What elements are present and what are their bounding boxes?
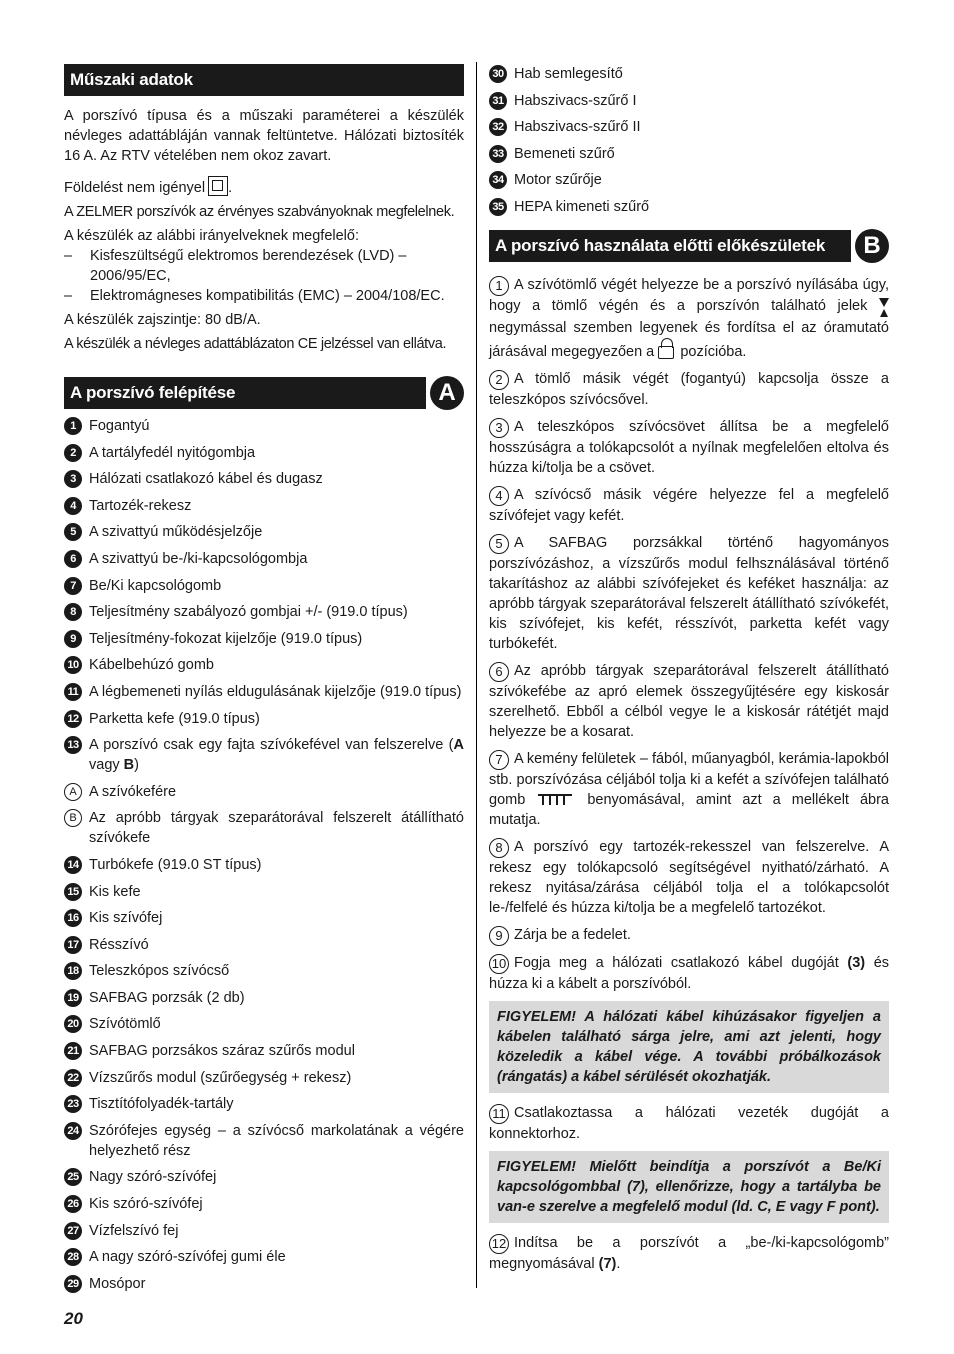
item-number-badge: 33 bbox=[489, 145, 507, 163]
item-number-badge: 19 bbox=[64, 989, 82, 1007]
column-divider bbox=[476, 62, 477, 1288]
list-item bbox=[64, 1068, 464, 1088]
item-number-badge: 4 bbox=[64, 497, 82, 515]
step-12: 12 Indítsa be a porszívót a „be-/ki-kapcsológomb” megnyomásával (7). bbox=[489, 1234, 889, 1272]
item-label: A szivattyú be-/ki-kapcsológombja bbox=[89, 550, 308, 567]
section-badge-a: A bbox=[430, 376, 464, 410]
list-item bbox=[64, 1274, 464, 1294]
item-number-badge: 26 bbox=[64, 1195, 82, 1213]
warning-module: FIGYELEM! Mielőtt beindítja a porszívót a Be/Ki kapcsológombbal (7), ellenőrizze, hogy a tartályba be van-e szerelve a megfelelő modul (ld. C, E vagy F pont). bbox=[489, 1151, 889, 1223]
page-number: 20 bbox=[64, 1309, 83, 1328]
right-column bbox=[489, 64, 889, 1281]
item-label: A nagy szóró-szívófej gumi éle bbox=[89, 1249, 286, 1266]
list-item bbox=[64, 935, 464, 955]
item-label: Teljesítmény szabályozó gombjai +/- (919.0 típus) bbox=[89, 604, 408, 621]
item-label: A szívókefére bbox=[89, 783, 177, 800]
tech-ce: A készülék a névleges adattáblázaton CE jelzéssel van ellátva. bbox=[64, 336, 447, 352]
alignment-marks-icon bbox=[879, 298, 889, 318]
list-item bbox=[64, 961, 464, 981]
heading-preparation-row bbox=[489, 229, 889, 263]
item-number-badge: 12 bbox=[64, 710, 82, 728]
list-item bbox=[489, 170, 889, 190]
item-number-badge: 22 bbox=[64, 1069, 82, 1087]
tech-directives: A készülék az alábbi irányelveknek megfelelő: bbox=[64, 228, 359, 244]
item-number-badge: 6 bbox=[64, 550, 82, 568]
step-number: 3 bbox=[489, 418, 509, 438]
item-number-badge: 18 bbox=[64, 962, 82, 980]
item-number-badge: 2 bbox=[64, 444, 82, 462]
item-label: A szivattyú működésjelzője bbox=[89, 524, 263, 541]
step bbox=[489, 533, 889, 654]
item-label: Mosópor bbox=[89, 1275, 146, 1292]
list-item bbox=[64, 1094, 464, 1114]
item-label: Habszivacs-szűrő II bbox=[514, 119, 641, 136]
step-text: A teleszkópos szívócsövet állítsa be a megfelelő hosszúságra a tolókapcsolót a nyílnak megfelelően eltolva és húzza ki/tolja be a csövet. bbox=[489, 418, 889, 476]
list-item bbox=[64, 1041, 464, 1061]
step-number: 4 bbox=[489, 486, 509, 506]
step bbox=[489, 925, 889, 946]
list-item bbox=[64, 443, 464, 463]
step-number: 2 bbox=[489, 370, 509, 390]
item-label: Vízszűrős modul (szűrőegység + rekesz) bbox=[89, 1069, 352, 1086]
step-number: 12 bbox=[489, 1234, 509, 1254]
list-item bbox=[64, 522, 464, 542]
item-label: Szívótömlő bbox=[89, 1016, 161, 1033]
item-label: HEPA kimeneti szűrő bbox=[514, 198, 650, 215]
list-item bbox=[64, 469, 464, 489]
step bbox=[489, 417, 889, 478]
heading-construction-row bbox=[64, 376, 464, 410]
directive-lvd: – Kisfeszültségű elektromos berendezések (LVD) – 2006/95/EC, bbox=[64, 248, 407, 284]
item-number-badge: 7 bbox=[64, 577, 82, 595]
parts-list bbox=[64, 416, 464, 1294]
step-text: Az apróbb tárgyak szeparátorával felszerelt átállítható szívókefébe az apró elemek összegyűjtésére egy kiskosár szerelhető. Ebből a célból vegye le a kiskosár rátétjét majd helyezze be a kosarat. bbox=[489, 662, 889, 740]
list-item bbox=[64, 709, 464, 729]
heading-technical-data: Műszaki adatok bbox=[64, 64, 464, 96]
step-number: 9 bbox=[489, 926, 509, 946]
steps-8-9 bbox=[489, 837, 889, 946]
left-column bbox=[64, 60, 464, 1300]
item-label: Kis kefe bbox=[89, 883, 141, 900]
item-number-badge: 14 bbox=[64, 856, 82, 874]
list-item bbox=[64, 1194, 464, 1214]
list-item bbox=[64, 682, 464, 702]
item-label: Résszívó bbox=[89, 936, 149, 953]
item-number-badge: 23 bbox=[64, 1095, 82, 1113]
step bbox=[489, 485, 889, 526]
step-number: 11 bbox=[489, 1104, 509, 1124]
step-number: 6 bbox=[489, 662, 509, 682]
item-label: Kábelbehúzó gomb bbox=[89, 657, 214, 674]
item-label: SAFBAG porzsák (2 db) bbox=[89, 989, 245, 1006]
item-number-badge: 3 bbox=[64, 470, 82, 488]
parts-list-continued bbox=[489, 64, 889, 217]
list-item bbox=[64, 735, 464, 775]
item-label: Tisztítófolyadék-tartály bbox=[89, 1096, 234, 1113]
list-item bbox=[64, 808, 464, 848]
item-number-badge: 29 bbox=[64, 1275, 82, 1293]
step-number: 8 bbox=[489, 838, 509, 858]
step bbox=[489, 837, 889, 918]
item-label: Fogantyú bbox=[89, 418, 150, 434]
item-label: Motor szűrője bbox=[514, 172, 602, 189]
item-number-badge: 5 bbox=[64, 523, 82, 541]
step-number: 7 bbox=[489, 750, 509, 770]
directive-emc: – Elektromágneses kompatibilitás (EMC) – 2004/108/EC. bbox=[64, 288, 445, 304]
item-number-badge: 8 bbox=[64, 603, 82, 621]
item-label: SAFBAG porzsákos száraz szűrős modul bbox=[89, 1043, 355, 1060]
item-number-badge: 10 bbox=[64, 656, 82, 674]
list-item bbox=[489, 117, 889, 137]
tech-paragraph: A porszívó típusa és a műszaki paraméterei a készülék névleges adattábláján vannak feltüntetve. Hálózati biztosíték 16 A. Az RTV vételében nem okoz zavart. bbox=[64, 108, 464, 164]
item-number-badge: B bbox=[64, 809, 82, 827]
step-10: 10 Fogja meg a hálózati csatlakozó kábel dugóját (3) és húzza ki a kábelt a porszívóból. bbox=[489, 954, 890, 992]
step-text: A porszívó egy tartozék-rekesszel van felszerelve. A rekesz egy tolókapcsoló segítségével nyitható/zárható. A rekesz nyitása/zárása céljából tolja el a tolókapcsolót le-/felfelé és húzza ki/tolja be a megfelelő tartozékot. bbox=[489, 838, 889, 916]
item-number-badge: 17 bbox=[64, 936, 82, 954]
item-number-badge: 27 bbox=[64, 1222, 82, 1240]
item-label: Nagy szóró-szívófej bbox=[89, 1169, 217, 1186]
step-number: 10 bbox=[489, 954, 509, 974]
list-item bbox=[489, 91, 889, 111]
item-label: Tartozék-rekesz bbox=[89, 497, 192, 514]
item-label: Bemeneti szűrő bbox=[514, 145, 615, 162]
list-item bbox=[489, 64, 889, 84]
lock-icon bbox=[658, 338, 676, 360]
item-label: Teleszkópos szívócső bbox=[89, 963, 230, 980]
item-number-badge: 35 bbox=[489, 198, 507, 216]
step-text: A SAFBAG porzsákkal történő hagyományos porszívózáshoz, a vízszűrős modul felhsználásával történő takarításhoz az alábbi szívófejeket és keféket használja: az apróbb tárgyak szeparátorával felszerelt átállítható szívókefét, kis szívófejet, kis kefét, résszívót, parketta kefét vagy turbókefét. bbox=[489, 534, 889, 652]
list-item bbox=[64, 1247, 464, 1267]
list-item bbox=[64, 882, 464, 902]
step-number: 5 bbox=[489, 534, 509, 554]
item-number-badge: 32 bbox=[489, 118, 507, 136]
step-7: 7 A kemény felületek – fából, műanyagból, kerámia-lapokból stb. porszívózása céljából tolja ki a kefét a szívófejen található gomb benyomásával, amint azt a mellékelt ábra mutatja. bbox=[489, 750, 889, 828]
list-item bbox=[489, 144, 889, 164]
item-number-badge: 25 bbox=[64, 1168, 82, 1186]
list-item bbox=[64, 1014, 464, 1034]
item-number-badge: 20 bbox=[64, 1015, 82, 1033]
list-item bbox=[64, 855, 464, 875]
list-item bbox=[64, 988, 464, 1008]
list-item bbox=[64, 602, 464, 622]
step-text: A tömlő másik végét (fogantyú) kapcsolja össze a teleszkópos szívócsővel. bbox=[489, 370, 889, 408]
list-item bbox=[64, 629, 464, 649]
step-1: 1 A szívótömlő végét helyezze be a porszívó nyílásába úgy, hogy a tömlő végén és a porszívón található jelek negymással szemben legyenek és fordítsa el az óramutató járásával megegyezően a pozícióba. bbox=[489, 276, 889, 360]
tech-standards: A ZELMER porszívók az érvényes szabványoknak megfelelnek. bbox=[64, 204, 455, 220]
heading-construction: A porszívó felépítése bbox=[64, 377, 426, 409]
item-number-badge: A bbox=[64, 783, 82, 801]
list-item bbox=[64, 1221, 464, 1241]
item-label: Parketta kefe (919.0 típus) bbox=[89, 710, 260, 727]
step bbox=[489, 369, 889, 410]
item-label: A tartályfedél nyitógombja bbox=[89, 444, 256, 461]
list-item bbox=[64, 576, 464, 596]
item-number-badge: 15 bbox=[64, 883, 82, 901]
tech-noise: A készülék zajszintje: 80 dB/A. bbox=[64, 312, 261, 328]
list-item bbox=[64, 549, 464, 569]
item-label: Teljesítmény-fokozat kijelzője (919.0 típus) bbox=[89, 630, 363, 647]
item-number-badge: 16 bbox=[64, 909, 82, 927]
list-item bbox=[64, 496, 464, 516]
item-number-badge: 24 bbox=[64, 1122, 82, 1140]
list-item bbox=[64, 416, 464, 436]
step-11: 11 Csatlakoztassa a hálózati vezeték dugóját a konnektorhoz. bbox=[489, 1104, 889, 1142]
item-number-badge: 21 bbox=[64, 1042, 82, 1060]
step bbox=[489, 661, 889, 742]
item-label: Kis szívófej bbox=[89, 910, 163, 927]
step-text: A szívócső másik végére helyezze fel a megfelelő szívófejet vagy kefét. bbox=[489, 486, 889, 524]
item-number-badge: 1 bbox=[64, 417, 82, 435]
heading-preparation: A porszívó használata előtti előkészületek bbox=[489, 230, 851, 262]
item-number-badge: 13 bbox=[64, 736, 82, 754]
brush-button-icon bbox=[538, 792, 574, 806]
item-label: Szórófejes egység – a szívócső markolatának a végére helyezhető rész bbox=[89, 1122, 464, 1159]
step-text: Zárja be a fedelet. bbox=[514, 926, 631, 943]
section-badge-b: B bbox=[855, 229, 889, 263]
item-number-badge: 31 bbox=[489, 92, 507, 110]
item-label: Be/Ki kapcsológomb bbox=[89, 577, 222, 594]
list-item bbox=[64, 1167, 464, 1187]
item-number-badge: 34 bbox=[489, 171, 507, 189]
item-label: Habszivacs-szűrő I bbox=[514, 92, 637, 109]
item-label: A porszívó csak egy fajta szívókefével van felszerelve (A vagy B) bbox=[89, 737, 464, 774]
double-insulation-icon bbox=[208, 176, 228, 196]
item-label: Kis szóró-szívófej bbox=[89, 1196, 203, 1213]
step-number: 1 bbox=[489, 276, 509, 296]
item-label: Vízfelszívó fej bbox=[89, 1222, 179, 1239]
item-label: Turbókefe (919.0 ST típus) bbox=[89, 856, 262, 873]
list-item bbox=[64, 655, 464, 675]
item-number-badge: 28 bbox=[64, 1248, 82, 1266]
steps-2-6 bbox=[489, 369, 889, 742]
warning-cable: FIGYELEM! A hálózati kábel kihúzásakor figyeljen a kábelen található sárga jelre, ami azt jelenti, hogy közeledik a kábel vége. A további próbálkozások (rángatás) a kábel sérülését okozhatják. bbox=[489, 1001, 889, 1093]
item-label: A légbemeneti nyílás eldugulásának kijelzője (919.0 típus) bbox=[89, 683, 462, 700]
list-item bbox=[64, 782, 464, 802]
tech-grounding: Földelést nem igényel . bbox=[64, 176, 464, 198]
preparation-steps bbox=[489, 275, 889, 1274]
list-item bbox=[64, 1121, 464, 1161]
item-number-badge: 11 bbox=[64, 683, 82, 701]
list-item bbox=[489, 197, 889, 217]
item-label: Hab semlegesítő bbox=[514, 66, 623, 82]
list-item bbox=[64, 908, 464, 928]
item-label: Az apróbb tárgyak szeparátorával felszerelt átállítható szívókefe bbox=[89, 810, 464, 847]
item-number-badge: 30 bbox=[489, 65, 507, 83]
item-label: Hálózati csatlakozó kábel és dugasz bbox=[89, 471, 323, 488]
item-number-badge: 9 bbox=[64, 630, 82, 648]
